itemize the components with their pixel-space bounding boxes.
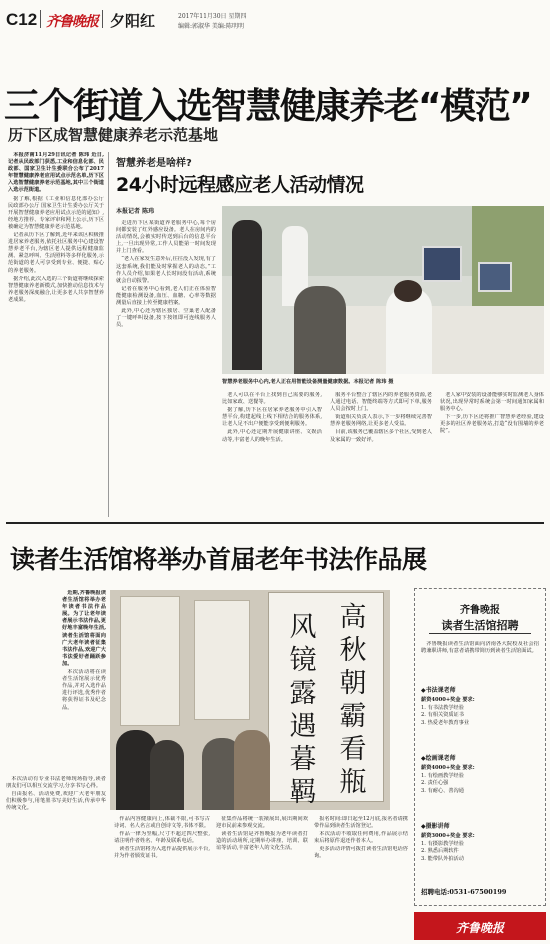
photo-person-seated (294, 286, 346, 374)
lead-column-2 (116, 220, 216, 512)
lead-column-4 (330, 392, 432, 514)
lead-c3-p1: 老人可以在平台上找到自己需要的服务,比如家政、送餐等。 (222, 392, 322, 406)
recruit-section-2 (421, 753, 539, 795)
calligraphy-col-b (283, 611, 323, 809)
lead-c3-p2: 据了解,历下区在居家养老服务中引入智慧平台,构建起线上线下相结合的服务体系,让老人足不出户便能享受到便利服务。 (222, 407, 322, 428)
masthead-divider-2 (102, 10, 103, 28)
lead-c1-p1: 本报济南11月29日讯记者 陈玮 近日,记者从民政部门获悉,工业和信息化部、民政部、国家卫生计生委联合公布了2017年智慧健康养老应用试点示范名单,历下区入选智慧健康养老示范基地,其中三个街道入选示范街道。 (8, 152, 104, 194)
masthead-divider (40, 10, 41, 28)
visitor-4 (234, 730, 270, 810)
recruit-line: 3. 能带队外拍活动 (421, 855, 464, 862)
recruit-line: 薪资3000+奖金 要求: (421, 833, 475, 839)
photo-curtain (472, 206, 544, 316)
date-line: 2017年11月30日 星期四 (178, 13, 247, 20)
photo-person-standing (232, 220, 262, 370)
second-c1-lower-p1: 本次活动有专业书法老师现场指导,读者朋友们可以相互交流学习,分享书写心得。 (6, 776, 106, 790)
second-column-2 (114, 816, 210, 940)
lead-c1-p4: 据介绍,此次入选的三个街道将继续探索智慧健康养老新模式,加快推动信息技术与养老服务深度融合,让更多老人共享智慧养老成果。 (8, 275, 104, 303)
calligraphy-scroll-main (268, 592, 384, 808)
recruit-line: 3. 有耐心、善沟通 (421, 787, 464, 794)
recruit-line: 薪资4000+奖金 要求: (421, 765, 475, 771)
recruit-line: 薪资4000+奖金 要求: (421, 697, 475, 703)
paper-logo: 齐鲁晚报 (46, 14, 98, 30)
lead-c4-p1: 服务平台整合了辖区内的养老服务资源,老人通过电话、智能终端等方式即可下单,服务人员会按时上门。 (330, 392, 432, 413)
calligraphy-char: 羁 (289, 777, 317, 808)
recruit-line: 2. 责任心强 (421, 780, 449, 786)
recruit-line: 1. 有摄影教学经验 (421, 840, 464, 847)
calligraphy-char: 风 (289, 612, 317, 643)
recruit-intro (421, 641, 539, 677)
visitor-2 (150, 740, 184, 810)
second-column-4 (314, 816, 408, 940)
recruit-heading-3: ◆摄影讲师 (421, 823, 450, 830)
photo-desk (342, 306, 544, 374)
lead-subhead: 历下区成智慧健康养老示范基地 (8, 126, 219, 144)
photo-hair (394, 280, 422, 302)
recruit-line: 3. 热爱老年教育事业 (421, 719, 470, 726)
lead-c1-p2: 据了解,根据《工业和信息化部办公厅 民政部办公厅 国家卫生计生委办公厅关于开展智慧健康养老应用试点示范的通知》,经地方推荐、专家评审和网上公示,历下区被确定为智慧健康养老示范基地。 (8, 195, 104, 230)
second-c3-p2: 读者生活馆是齐鲁晚报为老年读者打造的活动场所,定期举办讲座、培训、联谊等活动,丰富老年人的文化生活。 (216, 831, 308, 852)
recruit-section-1 (421, 685, 539, 727)
editors-line: 编辑:郭淑华 美编:陈明明 (178, 23, 244, 30)
calligraphy-char: 朝 (339, 668, 367, 699)
recruit-line: 1. 有书法教学经验 (421, 704, 464, 711)
second-c1-lower-p2: 自由报名、活动免费,欢迎广大老年朋友们积极参与,用笔墨书写美好生活,传承中华传统文化。 (6, 791, 106, 812)
second-column-1 (62, 590, 106, 770)
lead-c5-p1: 老人家中安装的设备能够实时监测老人身体状况,出现异常时系统会第一时间通知家属和服务中心。 (440, 392, 544, 413)
calligraphy-char: 镜 (289, 645, 317, 676)
masthead (0, 0, 550, 34)
footer-logo: 齐鲁晚报 (455, 921, 504, 935)
lead-column-1 (8, 152, 104, 517)
calligraphy-char: 高 (339, 602, 367, 633)
section-name: 夕阳红 (110, 12, 156, 30)
recruit-heading-1: ◆书法课老师 (421, 687, 456, 694)
recruit-intro-text: 齐鲁晚报读者生活馆面向济南各大院校及社会招聘兼职讲师,有意者请携带简历到读者生活馆面试。 (421, 641, 539, 655)
lead-c4-p3: 目前,该服务已覆盖辖区多个社区,受到老人及家属的一致好评。 (330, 429, 432, 443)
recruit-brand: 齐鲁晚报 (460, 605, 500, 616)
lead-column-3 (222, 392, 322, 514)
recruit-line: 2. 有相关资质证书 (421, 712, 464, 718)
photo-monitor (422, 246, 462, 282)
second-column-3 (216, 816, 308, 940)
lead-headline: 三个街道入选智慧健康养老“模范” (4, 86, 532, 127)
calligraphy-char: 看 (339, 734, 367, 765)
second-c1-p2: 本次活动将在读者生活馆展示优秀作品,并对入选作品进行评选,优秀作者将获得证书及纪念品。 (62, 669, 106, 711)
recruit-line: 1. 有绘画教学经验 (421, 772, 464, 779)
second-c2-p2: 作品一律为竖幅,尺寸不超过四尺整张,请注明作者姓名、年龄及联系电话。 (114, 831, 210, 845)
lead-c2-p1: 走进历下区某街道养老服务中心,每个房间都安装了红外感应设备。老人在房间内的活动情况,会被实时传送到后台的信息平台上,一旦出现异常,工作人员能第一时间发现并上门查看。 (116, 220, 216, 255)
second-c1-p1: 近期,齐鲁晚报读者生活馆将举办老年读者书法作品展。为了让老年读者展示书法作品,更好地丰富晚年生活,读者生活馆将面向广大老年读者征集书法作品,欢迎广大书法爱好者踊跃参加。 (62, 590, 106, 667)
second-c2-p1: 作品内容健康向上,体裁不限,可书写古诗词、名人名言或自创诗文等,书体不限。 (114, 816, 210, 830)
calligraphy-scroll-mid (194, 600, 250, 720)
recruit-heading-2: ◆绘画课老师 (421, 755, 456, 762)
section-divider (6, 522, 544, 524)
calligraphy-photo (110, 590, 390, 810)
second-headline: 读者生活馆将举办首届老年书法作品展 (10, 545, 427, 574)
column-rule (108, 152, 109, 517)
recruit-phone: 招聘电话:0531-67500199 (421, 888, 507, 896)
second-c3-p1: 征集作品将统一装裱展出,展出期间欢迎市民前来参观交流。 (216, 816, 308, 830)
calligraphy-char: 霸 (339, 701, 367, 732)
lead-c2-p2: “老人在家发生意外后,往往没人发现,有了这套系统,我们能及时掌握老人的动态。”工作人员介绍,如果老人长时间没有活动,系统就会自动报警。 (116, 256, 216, 284)
recruitment-box (414, 588, 546, 906)
recruit-title: 读者生活馆招聘 (441, 619, 519, 632)
calligraphy-char: 露 (289, 678, 317, 709)
feature-byline: 本报记者 陈玮 (116, 208, 155, 215)
calligraphy-col-a (333, 601, 373, 799)
calligraphy-char: 秋 (339, 635, 367, 666)
feature-title: 24小时远程感应老人活动情况 (116, 174, 364, 196)
calligraphy-scroll-left (120, 596, 180, 726)
lead-photo (222, 206, 544, 374)
second-c4-p2: 本次活动不收取任何费用,作品展示结束后将原件退还作者本人。 (314, 831, 408, 845)
lead-c1-p3: 记者从历下区了解到,近年来该区积极推进居家养老服务,依托社区服务中心建设智慧养老平台,为辖区老人提供远程健康监测、紧急呼叫、生活照料等多样化服务,示范街道的老人可享受到专业、便捷、贴心的养老服务。 (8, 232, 104, 274)
recruit-line: 2. 熟悉后期软件 (421, 848, 459, 854)
recruit-section-3 (421, 821, 539, 863)
calligraphy-char: 暮 (289, 744, 317, 775)
calligraphy-char: 遇 (289, 711, 317, 742)
lead-c2-p3: 记者在服务中心看到,老人们正在体验智能健康检测设备,血压、血糖、心率等数据测量后直接上传至健康档案。 (116, 285, 216, 307)
recruit-title-rule (429, 633, 531, 634)
calligraphy-char: 瓶 (339, 767, 367, 798)
photo-monitor-2 (478, 262, 512, 292)
lead-c2-p4: 此外,中心还为辖区独居、空巢老人配备了一键呼叫设备,按下按钮即可连线服务人员。 (116, 308, 216, 329)
lead-c5-p2: 下一步,历下区还将推广智慧养老经验,建设更多的社区养老服务站,打造“没有围墙的养老院”。 (440, 414, 544, 435)
feature-kicker: 智慧养老是啥样? (116, 158, 192, 169)
second-column-1-lower (6, 776, 106, 940)
lead-c4-p2: 街道相关负责人表示,下一步将继续完善智慧养老服务网络,让更多老人受益。 (330, 414, 432, 428)
lead-photo-caption: 智慧养老服务中心内,老人正在用智能设备测量健康数据。本报记者 陈玮 摄 (222, 379, 394, 385)
second-c4-p1: 报名时间:即日起至12月底,报名者请携带作品到读者生活馆登记。 (314, 816, 408, 830)
footer-logo-box (414, 912, 546, 940)
page-number: C12 (6, 10, 38, 29)
second-c2-p3: 读者生活馆将为入选作品提供展示平台,并为作者颁发证书。 (114, 846, 210, 860)
second-c4-p3: 更多活动详情可拨打读者生活馆电话咨询。 (314, 846, 408, 860)
lead-c3-p3: 此外,中心还定期开展健康讲座、文娱活动等,丰富老人的晚年生活。 (222, 429, 322, 443)
lead-column-5 (440, 392, 544, 514)
